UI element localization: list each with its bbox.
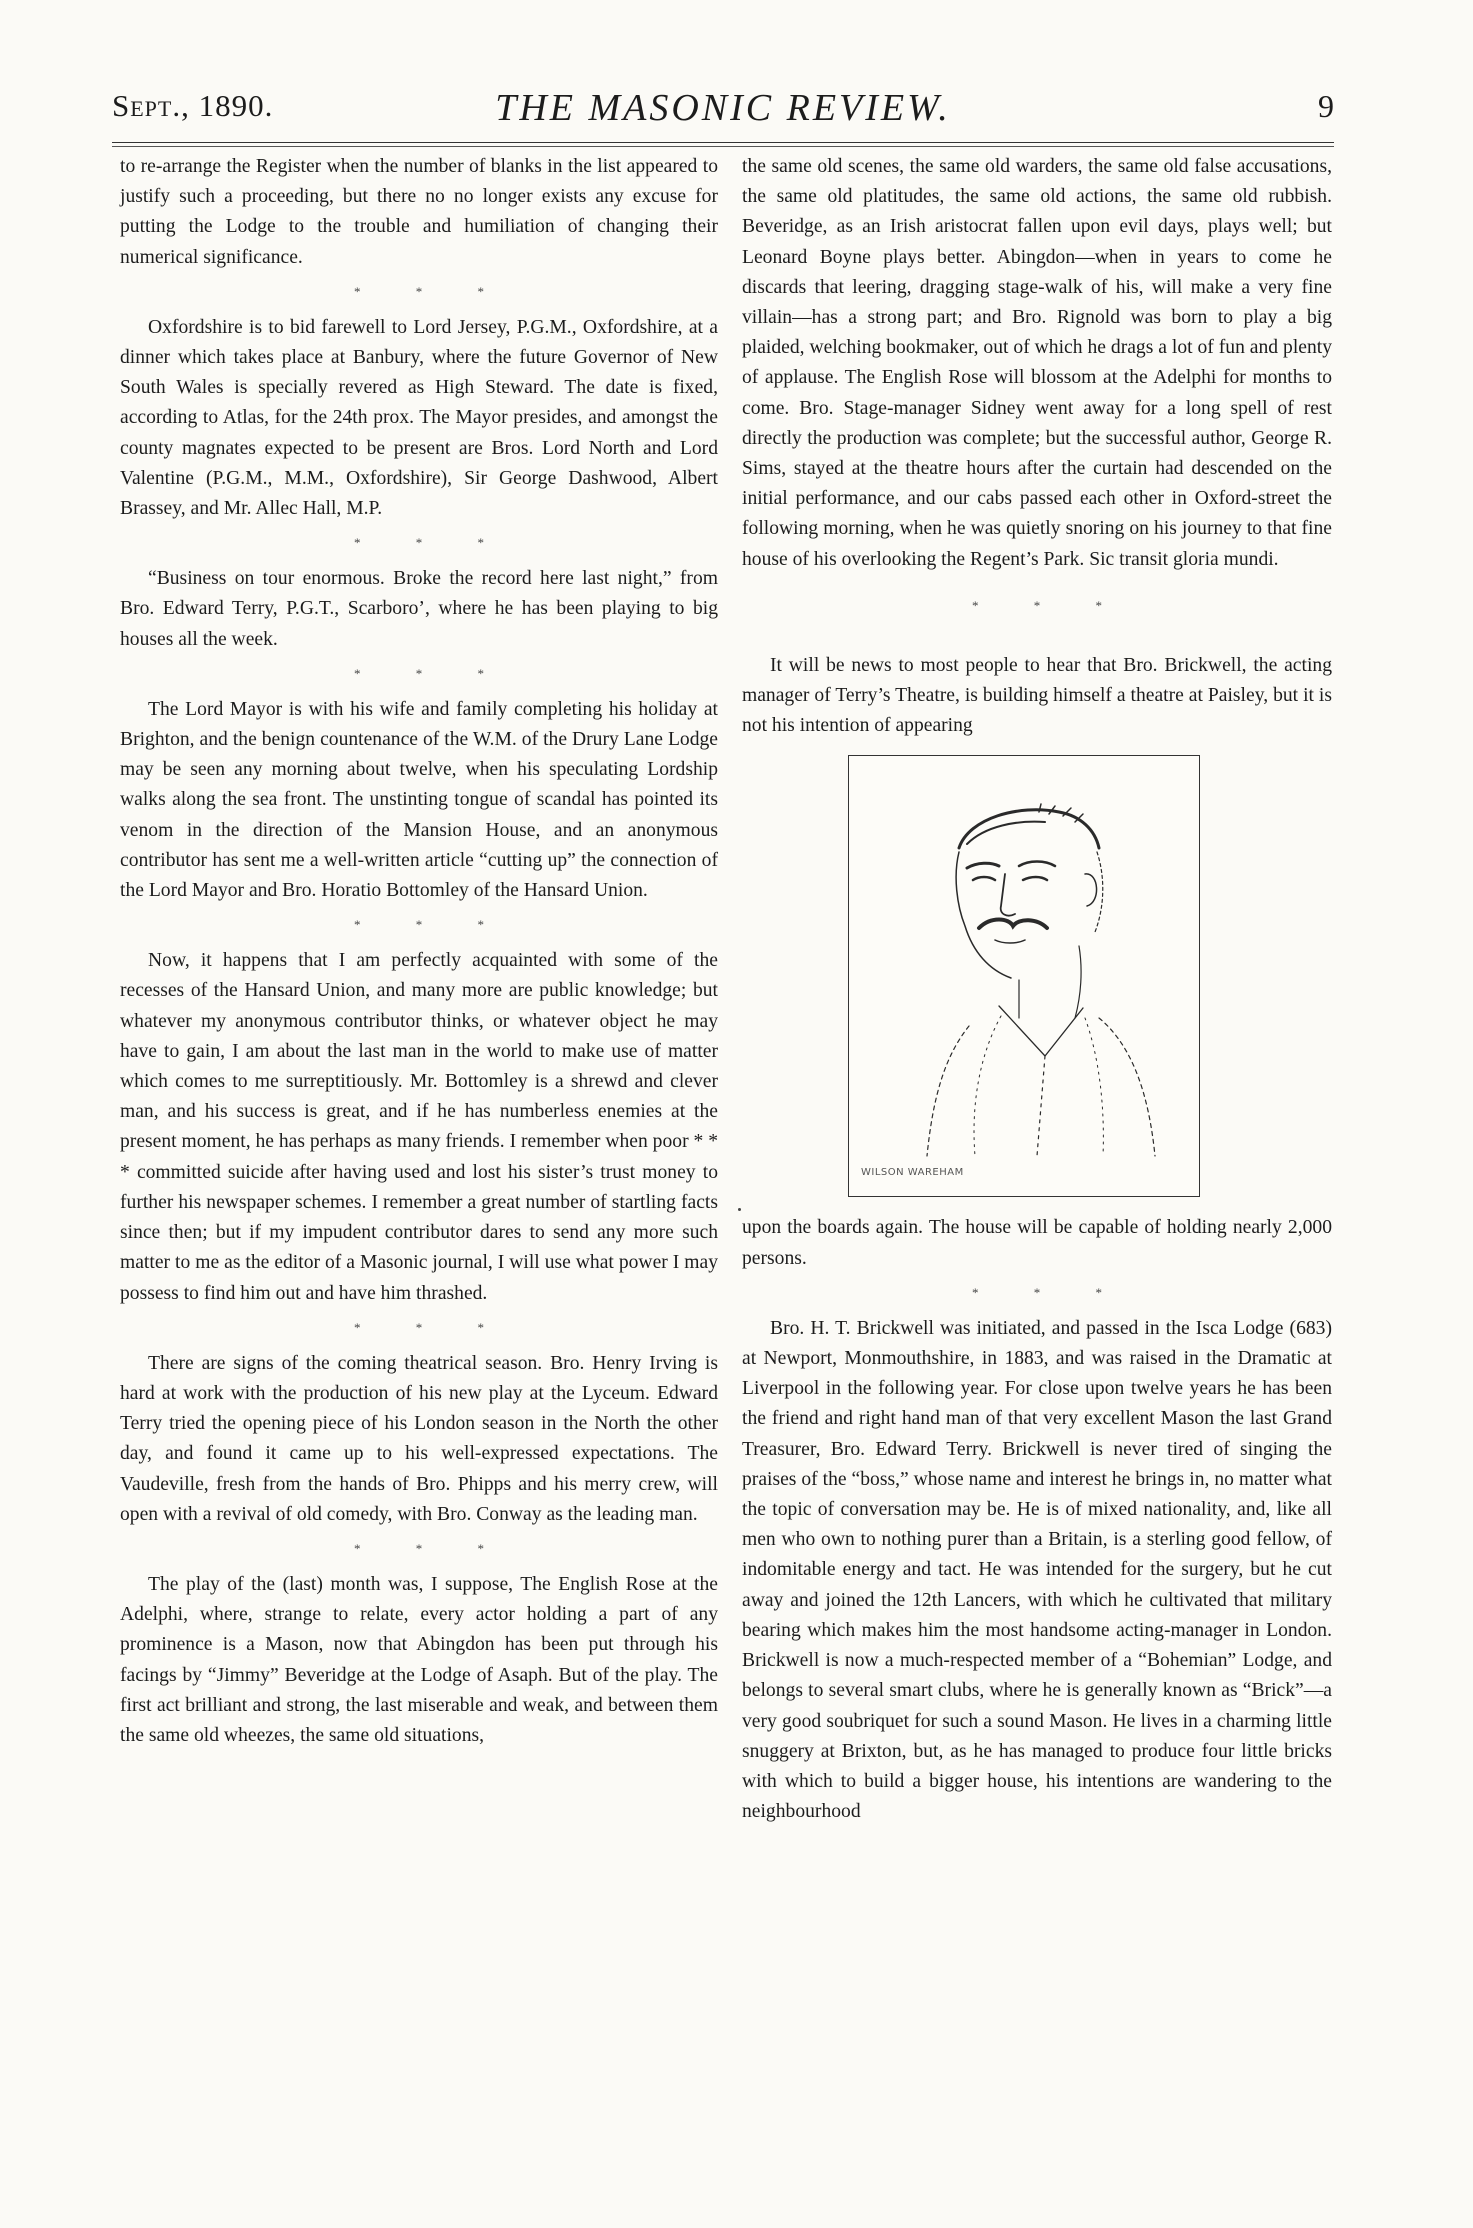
paragraph: to re-arrange the Register when the number of blanks in the list appeared to justify such a proceeding, but there no no longer exists any excuse for putting the Lodge to the trouble and humiliation of changing their numerical significance. xyxy=(120,156,718,268)
artist-signature: WILSON WAREHAM xyxy=(861,1167,964,1179)
paragraph: Bro. H. T. Brickwell was initiated, and passed in the Isca Lodge (683) at Newport, Monmouthshire, in 1883, and was raised in the Dramatic at Liverpool in the following year. For close upon twelve years he has been the friend and right hand man of that very excellent Mason the last Grand Treasurer, Bro. Edward Terry. Brickwell is never tired of singing the praises of the “boss,” whose name and interest he brings in, no matter what the topic of conversation may be. He is of mixed nationality, and, like all men who own to nothing purer than a Britain, is a sterling good fellow, of indomitable energy and tact. He was intended for the surgery, but he cut away and joined the 12th Lancers, with which he cultivated that military bearing which makes him the most handsome acting-manager in London. Brickwell is now a much-respected member of a “Bohemian” Lodge, and belongs to several smart clubs, where he is generally known as “Brick”—a very good soubriquet for such a sound Mason. He lives in a charming little snuggery at Brixton, but, as he has managed to produce four little bricks with which to build a bigger house, his intentions are wandering to the neighbourhood xyxy=(742,1317,1332,1823)
section-separator: * * * xyxy=(354,535,510,551)
section-separator: * * * xyxy=(354,917,510,933)
paragraph: It will be news to most people to hear that Bro. Brickwell, the acting manager of Terry’s Theatre, is building himself a theatre at Paisley, but it is not his intention of appearing xyxy=(742,654,1332,737)
issue-date: Sept., 1890. xyxy=(112,88,274,123)
page-header xyxy=(112,86,1334,138)
section-separator: * * * xyxy=(972,1284,1128,1300)
header-rule xyxy=(112,142,1334,143)
section-separator: * * * xyxy=(354,1540,510,1556)
section-separator: * * * xyxy=(354,1319,510,1335)
paragraph: There are signs of the coming theatrical season. Bro. Henry Irving is hard at work with the production of his new play at the Lyceum. Edward Terry tried the opening piece of his London season in the North the other day, and found it came up to his well-expressed expectations. The Vaudeville, fresh from the hands of Bro. Phipps and his merry crew, will open with a revival of old comedy, with Bro. Conway as the leading man. xyxy=(120,1352,718,1525)
page-number: 9 xyxy=(1318,88,1334,124)
right-column xyxy=(742,152,1332,1827)
section-separator: * * * xyxy=(972,597,1128,613)
journal-title: THE MASONIC REVIEW. xyxy=(495,87,951,129)
paragraph: Oxfordshire is to bid farewell to Lord Jersey, P.G.M., Oxfordshire, at a dinner which takes place at Banbury, where the future Governor of New South Wales is specially revered as High Steward. The date is fixed, according to Atlas, for the 24th prox. The Mayor presides, and amongst the county magnates expected to be present are Bros. Lord North and Lord Valentine (P.G.M., M.M., Oxfordshire), Sir George Dashwood, Albert Brassey, and Mr. Allec Hall, M.P. xyxy=(120,316,718,520)
ink-speck xyxy=(738,1208,741,1211)
paragraph: The play of the (last) month was, I suppose, The English Rose at the Adelphi, where, strange to relate, every actor holding a part of any prominence is a Mason, now that Abingdon has been put through his facings by “Jimmy” Beveridge at the Lodge of Asaph. But of the play. The first act brilliant and strong, the last miserable and weak, and between them the same old wheezes, the same old situations, xyxy=(120,1573,718,1746)
paragraph: the same old scenes, the same old warders, the same old false accusations, the same old platitudes, the same old actions, the same old rubbish. Beveridge, as an Irish aristocrat fallen upon evil days, plays well; but Leonard Boyne plays better. Abingdon—when in years to come he discards that leering, dragging stage-walk of his, will make a very fine villain—has a strong part; and Bro. Rignold was born to play a big plaided, welching bookmaker, out of which he drags a lot of fun and plenty of applause. The English Rose will blossom at the Adelphi for months to come. Bro. Stage-manager Sidney went away for a long spell of rest directly the production was complete; but the successful author, George R. Sims, stayed at the theatre hours after the curtain had descended on the initial performance, and our cabs passed each other in Oxford-street the following morning, when he was quietly snoring on his journey to that fine house of his overlooking the Regent’s Park. Sic transit gloria mundi. xyxy=(742,156,1332,570)
portrait-sketch-icon xyxy=(849,756,1199,1196)
paragraph: The Lord Mayor is with his wife and family completing his holiday at Brighton, and the benign countenance of the W.M. of the Drury Lane Lodge may be seen any morning about twelve, when his speculating Lordship walks along the sea front. The unstinting tongue of scandal has pointed its venom in the direction of the Mansion House, and an anonymous contributor has sent me a well-written article “cutting up” the connection of the Lord Mayor and Bro. Horatio Bottomley of the Hansard Union. xyxy=(120,698,718,902)
left-column xyxy=(120,152,718,1751)
portrait-frame xyxy=(848,755,1200,1197)
section-separator: * * * xyxy=(354,283,510,299)
header-rule-thin xyxy=(112,146,1334,147)
portrait-figure xyxy=(742,755,1332,1201)
paragraph: upon the boards again. The house will be capable of holding nearly 2,000 persons. xyxy=(742,1217,1332,1269)
section-separator: * * * xyxy=(354,665,510,681)
paragraph: Now, it happens that I am perfectly acquainted with some of the recesses of the Hansard Union, and many more are public knowledge; but whatever my anonymous contributor thinks, or whatever object he may have to gain, I am about the last man in the world to make use of matter which comes to me surreptitiously. Mr. Bottomley is a shrewd and clever man, and his success is great, and if he has numberless enemies at the present moment, he has perhaps as many friends. I remember when poor * * * committed suicide after having used and lost his sister’s trust money to further his newspaper schemes. I remember a great number of startling facts since then; but if my impudent contributor dares to send any more such matter to me as the editor of a Masonic journal, I will use what power I may possess to find him out and have him thrashed. xyxy=(120,950,718,1304)
paragraph: “Business on tour enormous. Broke the record here last night,” from Bro. Edward Terry, P.G.T., Scarboro’, where he has been playing to big houses all the week. xyxy=(120,568,718,650)
